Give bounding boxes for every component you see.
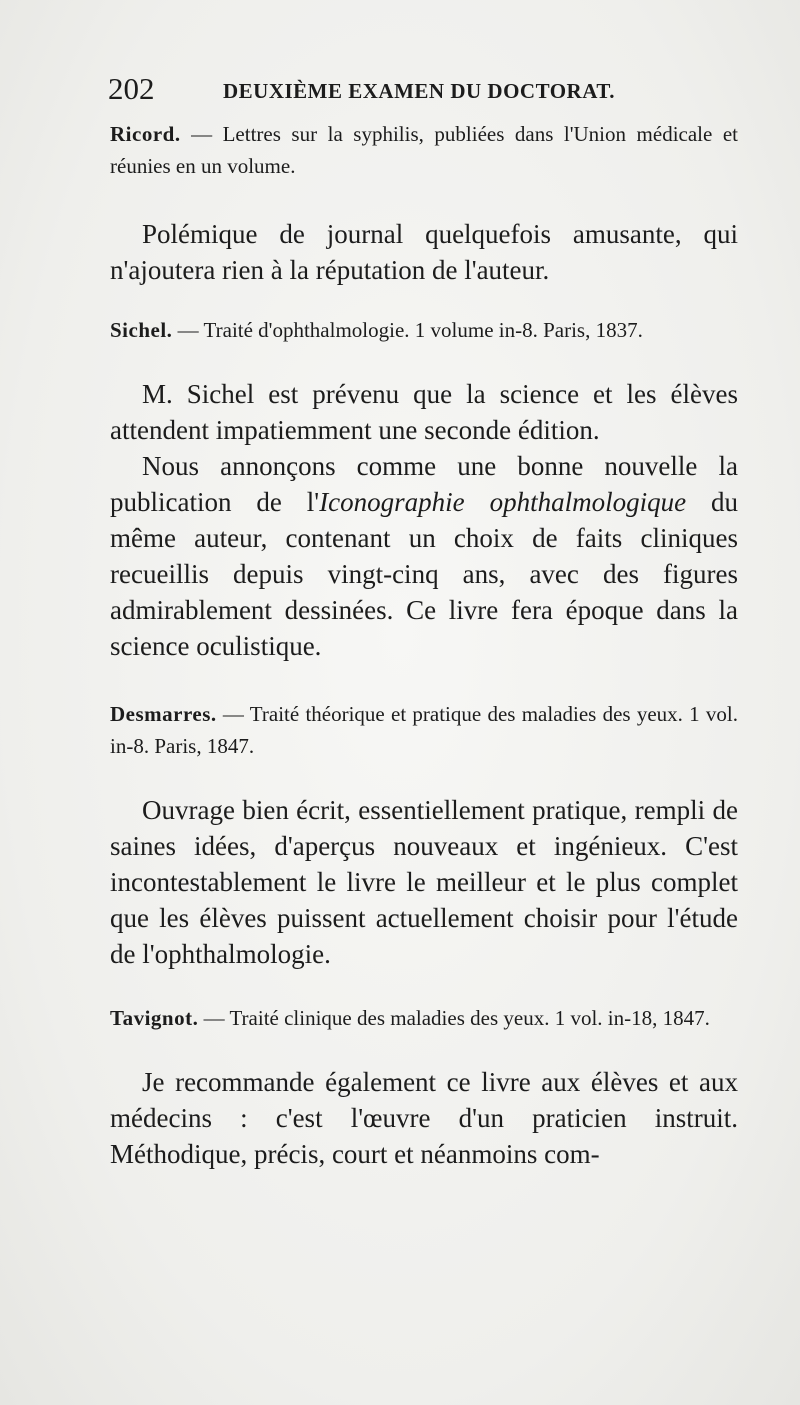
page-header <box>108 70 738 110</box>
commentary-paragraph: Je recommande également ce livre aux élèves et aux médecins : c'est l'œuvre d'un praticien instruit. Méthodique, précis, court et néanmoins com- <box>110 1067 738 1169</box>
bibliography-entry-tavignot <box>110 1002 738 1034</box>
commentary-paragraph: M. Sichel est prévenu que la science et les élèves attendent impatiemment une seconde édition. <box>110 379 738 445</box>
entry-citation: — Traité d'ophthalmologie. 1 volume in-8. Paris, 1837. <box>172 318 643 342</box>
commentary-paragraph: Nous annonçons comme une bonne nouvelle la publication de l'Iconographie ophthalmologique du même auteur, contenant un choix de faits cliniques recueillis depuis vingt-cinq ans, avec des figures admirablement dessinées. Ce livre fera époque dans la science oculistique. <box>110 451 739 661</box>
bibliography-entry-desmarres <box>110 698 738 762</box>
entry-citation: — Traité clinique des maladies des yeux. 1 vol. in-18, 1847. <box>198 1006 710 1030</box>
commentary-paragraph: Polémique de journal quelquefois amusante, qui n'ajoutera rien à la réputation de l'auteur. <box>110 219 738 285</box>
page-body <box>110 118 738 1172</box>
bibliography-entry-sichel <box>110 314 738 346</box>
entry-author: Ricord. <box>110 122 181 146</box>
commentary-paragraph: Ouvrage bien écrit, essentiellement pratique, rempli de saines idées, d'aperçus nouveaux et ingénieux. C'est incontestablement le livre le meilleur et le plus complet que les élèves puissent actuellement choisir pour l'étude de l'ophthalmologie. <box>110 795 738 969</box>
book-title-italic: Iconographie ophthalmologique <box>319 487 687 517</box>
entry-citation: — Lettres sur la syphilis, publiées dans l'Union médicale et réunies en un volume. <box>110 122 738 178</box>
running-head: DEUXIÈME EXAMEN DU DOCTORAT. <box>223 79 616 103</box>
entry-citation: — Traité théorique et pratique des maladies des yeux. 1 vol. in-8. Paris, 1847. <box>110 702 738 758</box>
entry-author: Desmarres. <box>110 702 217 726</box>
entry-author: Tavignot. <box>110 1006 199 1030</box>
page-number: 202 <box>108 71 155 106</box>
bibliography-entry-ricord <box>110 118 738 182</box>
entry-author: Sichel. <box>110 318 173 342</box>
